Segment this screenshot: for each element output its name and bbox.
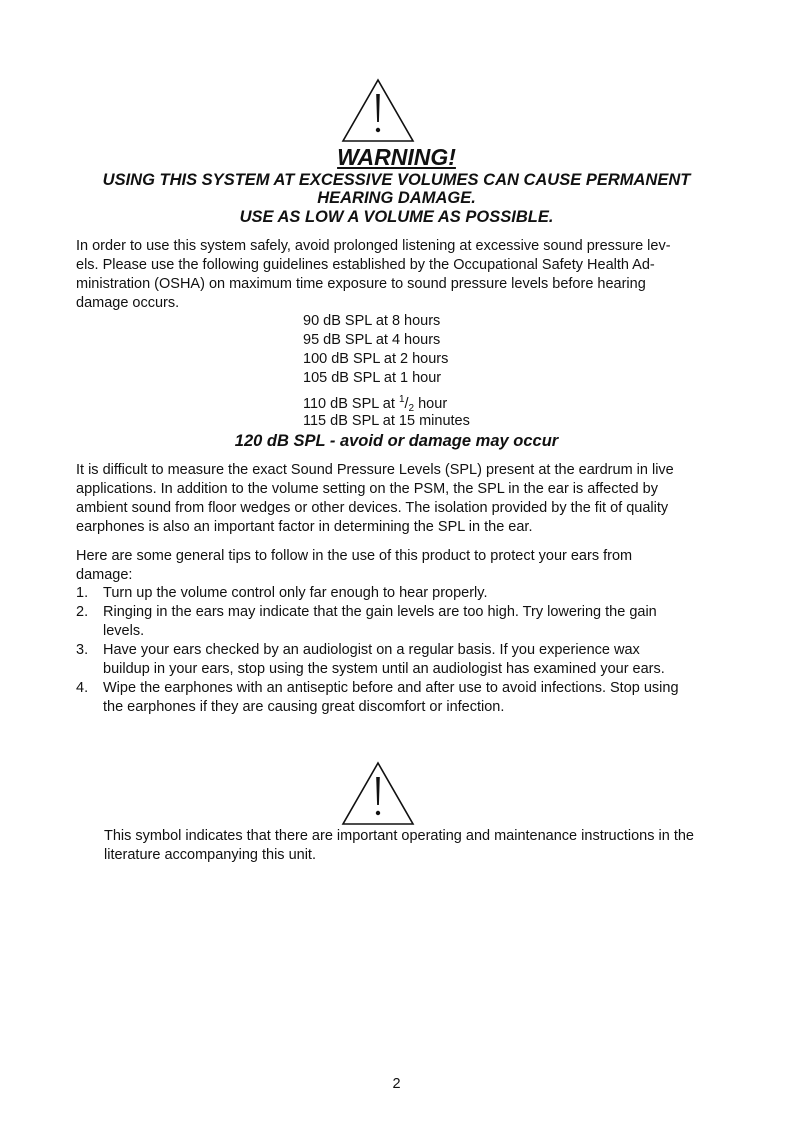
danger-level: 120 dB SPL - avoid or damage may occur: [234, 432, 559, 450]
warning-triangle-icon: [341, 761, 415, 827]
list-text: Have your ears checked by an audiologist on a regular basis. If you experience wax buildup in your ears, stop using the system until an audiologist has examined your ears.: [103, 642, 665, 677]
warning-triangle-icon: [341, 78, 415, 144]
tips-intro: Here are some general tips to follow in the use of this product to protect your ears from damage:: [76, 548, 633, 583]
page-number: 2: [392, 1076, 401, 1092]
list-number: 3.: [76, 642, 89, 658]
list-text: Turn up the volume control only far enough to hear properly.: [103, 585, 488, 601]
guideline-item: 95 dB SPL at 4 hours: [303, 332, 441, 348]
warning-title: WARNING!: [337, 144, 456, 170]
intro-paragraph: In order to use this system safely, avoid prolonged listening at excessive sound pressure lev-els. Please use the following guidelines established by the Occupational Safety Health Ad-ministration (OSHA) on maximum time exposure to sound pressure levels before hearing damage occurs.: [76, 238, 671, 311]
list-number: 4.: [76, 680, 89, 696]
half-denominator: 2: [408, 403, 415, 414]
spl-paragraph: It is difficult to measure the exact Sound Pressure Levels (SPL) present at the eardrum in live applications. In addition to the volume setting on the PSM, the SPL in the ear is affected by ambient sound from floor wedges or other devices. The isolation provided by the fit of quality earphones is also an important factor in determining the SPL in the ear.: [76, 462, 674, 535]
list-text: Ringing in the ears may indicate that the gain levels are too high. Try lowering the gain levels.: [103, 604, 657, 639]
guideline-item: 105 dB SPL at 1 hour: [303, 370, 442, 386]
tips-list: [76, 584, 688, 717]
list-number: 2.: [76, 604, 89, 620]
warning-line-1: USING THIS SYSTEM AT EXCESSIVE VOLUMES CAN CAUSE PERMANENT: [102, 171, 691, 189]
list-text: Wipe the earphones with an antiseptic before and after use to avoid infections. Stop using the earphones if they are causing great discomfort or infection.: [103, 680, 679, 715]
half-prefix: 110 dB SPL at: [303, 396, 399, 412]
list-number: 1.: [76, 585, 89, 601]
half-numerator: 1: [398, 394, 405, 405]
symbol-explanation: This symbol indicates that there are important operating and maintenance instructions in the literature accompanying this unit.: [104, 828, 694, 863]
guideline-item: 90 dB SPL at 8 hours: [303, 313, 441, 329]
exposure-guidelines: [303, 312, 470, 431]
guideline-item-half-hour: 110 dB SPL at $^1/_2$ hour: [303, 394, 448, 414]
guideline-item: 115 dB SPL at 15 minutes: [303, 413, 470, 429]
list-item: [76, 679, 688, 717]
list-item: [76, 641, 688, 679]
half-suffix: hour: [414, 396, 448, 412]
warning-line-2: HEARING DAMAGE.: [317, 189, 476, 207]
guideline-item: 100 dB SPL at 2 hours: [303, 351, 449, 367]
list-item: [76, 603, 688, 641]
list-item: [76, 584, 688, 603]
warning-line-3: USE AS LOW A VOLUME AS POSSIBLE.: [239, 208, 554, 226]
